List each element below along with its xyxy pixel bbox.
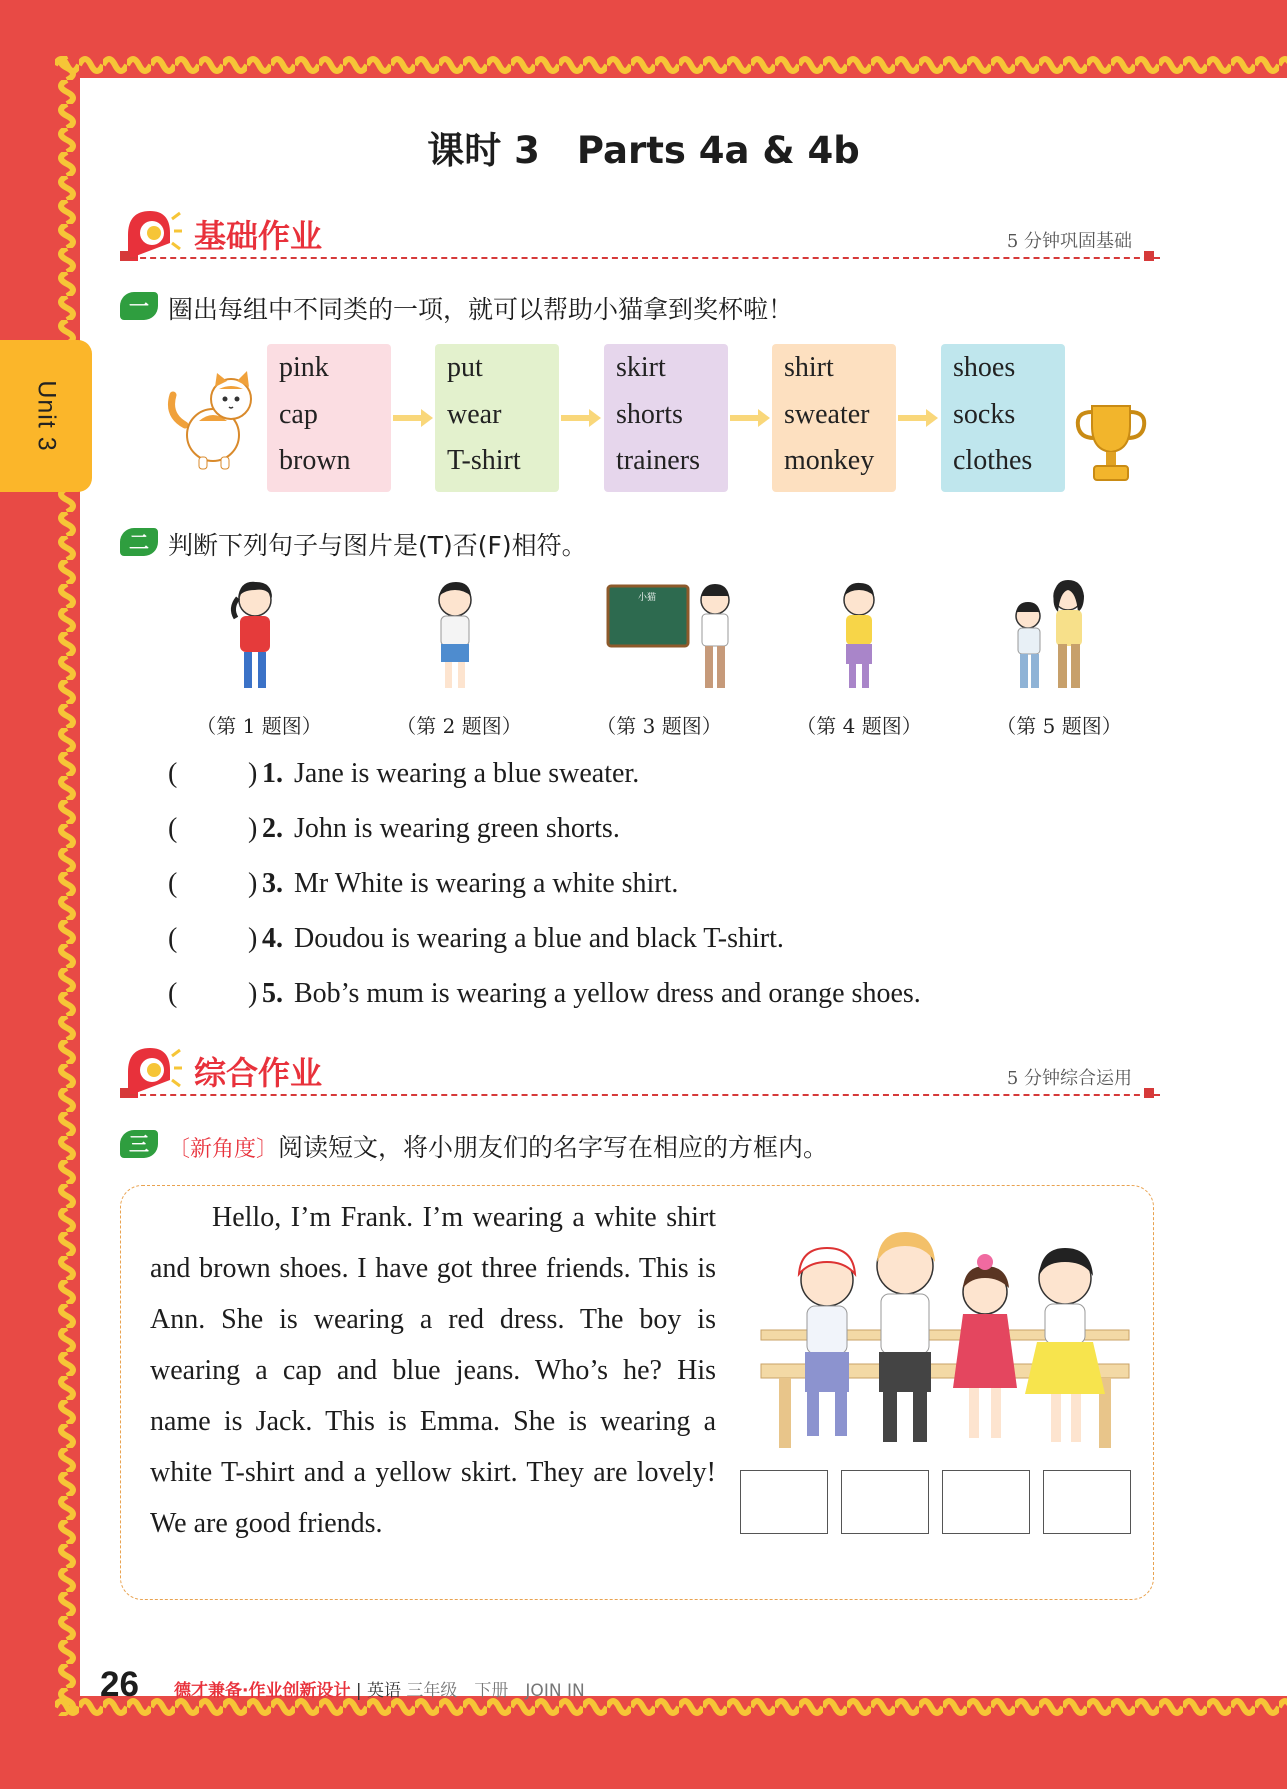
question-1-number: 一 [120, 292, 158, 320]
question-2-instruction: 判断下列句子与图片是(T)否(F)相符。 [168, 531, 587, 560]
figure-5-mother-and-boy-illustration [980, 578, 1130, 696]
top-wave-border [55, 48, 1287, 82]
new-angle-tag: 〔新角度〕 [168, 1137, 279, 1162]
unit-tab-label: Unit 3 [32, 380, 61, 452]
item-number: 1. [262, 758, 283, 789]
question-1-instruction: 圈出每组中不同类的一项，就可以帮助小猫拿到奖杯啦！ [168, 295, 794, 324]
section-basic-title: 基础作业 [194, 217, 323, 255]
section-divider [120, 257, 1160, 259]
name-answer-box-1[interactable] [740, 1470, 828, 1534]
section-basic-header [120, 205, 1160, 265]
section-comprehensive-title: 综合作业 [194, 1054, 323, 1092]
four-children-on-bench-illustration [755, 1218, 1145, 1466]
arrow-right-icon [730, 408, 770, 428]
item-sentence: Mr White is wearing a white shirt. [294, 868, 679, 899]
figure-3-teacher-illustration [600, 578, 750, 696]
word[interactable]: shirt [784, 352, 834, 383]
word[interactable]: pink [279, 352, 329, 383]
word-group-3 [604, 344, 728, 492]
answer-blank-open[interactable]: ( [168, 868, 178, 899]
footer-separator: | [355, 1681, 362, 1701]
question-2-number: 二 [120, 528, 158, 556]
question-3-number: 三 [120, 1130, 158, 1158]
word[interactable]: put [447, 352, 483, 383]
word-group-4 [772, 344, 896, 492]
divider-square [1144, 251, 1154, 261]
word[interactable]: monkey [784, 445, 875, 476]
question-3-instruction [168, 1128, 828, 1164]
footer-brand: 德才兼备·作业创新设计 [174, 1681, 351, 1701]
question-3-instruction-text: 阅读短文，将小朋友们的名字写在相应的方框内。 [278, 1133, 829, 1162]
divider-square [120, 1088, 130, 1098]
arrow-right-icon [898, 408, 938, 428]
item-number: 5. [262, 978, 283, 1009]
lesson-title: 课时 3 Parts 4a & 4b [427, 129, 860, 172]
item-number: 3. [262, 868, 283, 899]
answer-blank-open[interactable]: ( [168, 978, 178, 1009]
item-sentence: Doudou is wearing a blue and black T-shirt. [294, 923, 784, 954]
word[interactable]: T-shirt [447, 445, 521, 476]
word[interactable]: socks [953, 399, 1016, 430]
figure-caption: （第 4 题图） [796, 714, 922, 738]
word[interactable]: clothes [953, 445, 1033, 476]
answer-blank-close: ) [248, 758, 258, 789]
arrow-right-icon [561, 408, 601, 428]
answer-blank-close: ) [248, 978, 258, 1009]
word[interactable]: skirt [616, 352, 666, 383]
answer-blank-close: ) [248, 813, 258, 844]
word[interactable]: trainers [616, 445, 700, 476]
trophy-icon [1072, 400, 1150, 484]
word[interactable]: shorts [616, 399, 683, 430]
name-answer-box-4[interactable] [1043, 1470, 1131, 1534]
word[interactable]: brown [279, 445, 351, 476]
answer-blank-open[interactable]: ( [168, 813, 178, 844]
word[interactable]: sweater [784, 399, 870, 430]
answer-blank-open[interactable]: ( [168, 923, 178, 954]
word[interactable]: shoes [953, 352, 1016, 383]
figure-caption: （第 5 题图） [996, 714, 1122, 738]
answer-blank-open[interactable]: ( [168, 758, 178, 789]
figure-caption: （第 3 题图） [596, 714, 722, 738]
figure-1-girl-illustration [180, 578, 330, 696]
page-number: 26 [100, 1665, 139, 1704]
word-group-1 [267, 344, 391, 492]
svg-text:小猫: 小猫 [638, 593, 657, 603]
item-number: 4. [262, 923, 283, 954]
item-sentence: John is wearing green shorts. [294, 813, 620, 844]
figure-4-boy-illustration [784, 578, 934, 696]
answer-blank-close: ) [248, 868, 258, 899]
name-answer-box-3[interactable] [942, 1470, 1030, 1534]
divider-square [120, 251, 130, 261]
section-comprehensive-subtitle: 5 分钟综合运用 [1006, 1068, 1132, 1089]
arrow-right-icon [393, 408, 433, 428]
cat-icon [165, 365, 263, 471]
footer-subject: 英语 [367, 1681, 402, 1701]
left-wave-border [50, 56, 84, 1716]
name-answer-box-2[interactable] [841, 1470, 929, 1534]
figure-2-boy-illustration [380, 578, 530, 696]
word-group-2 [435, 344, 559, 492]
word[interactable]: wear [447, 399, 502, 430]
section-basic-subtitle: 5 分钟巩固基础 [1006, 231, 1132, 252]
item-sentence: Bob’s mum is wearing a yellow dress and orange shoes. [294, 978, 921, 1009]
answer-blank-close: ) [248, 923, 258, 954]
section-comprehensive-header [120, 1042, 1160, 1102]
reading-passage: Hello, I’m Frank. I’m wearing a white shirt and brown shoes. I have got three friends. This is Ann. She is wearing a red dress. The boy is wearing a cap and blue jeans. Who’s he? His name is Jack. This is Emma. She is wearing a white T-shirt and a yellow skirt. They are lovely! We are good friends. [150, 1202, 716, 1539]
figure-caption: （第 2 题图） [396, 714, 522, 738]
section-divider [120, 1094, 1160, 1096]
footer-grade: 三年级 下册 JOIN IN [406, 1681, 585, 1701]
footer-line [174, 1676, 585, 1701]
word[interactable]: cap [279, 399, 318, 430]
unit-tab [0, 340, 92, 492]
item-sentence: Jane is wearing a blue sweater. [294, 758, 640, 789]
divider-square [1144, 1088, 1154, 1098]
word-group-5 [941, 344, 1065, 492]
figure-caption: （第 1 题图） [196, 714, 322, 738]
item-number: 2. [262, 813, 283, 844]
